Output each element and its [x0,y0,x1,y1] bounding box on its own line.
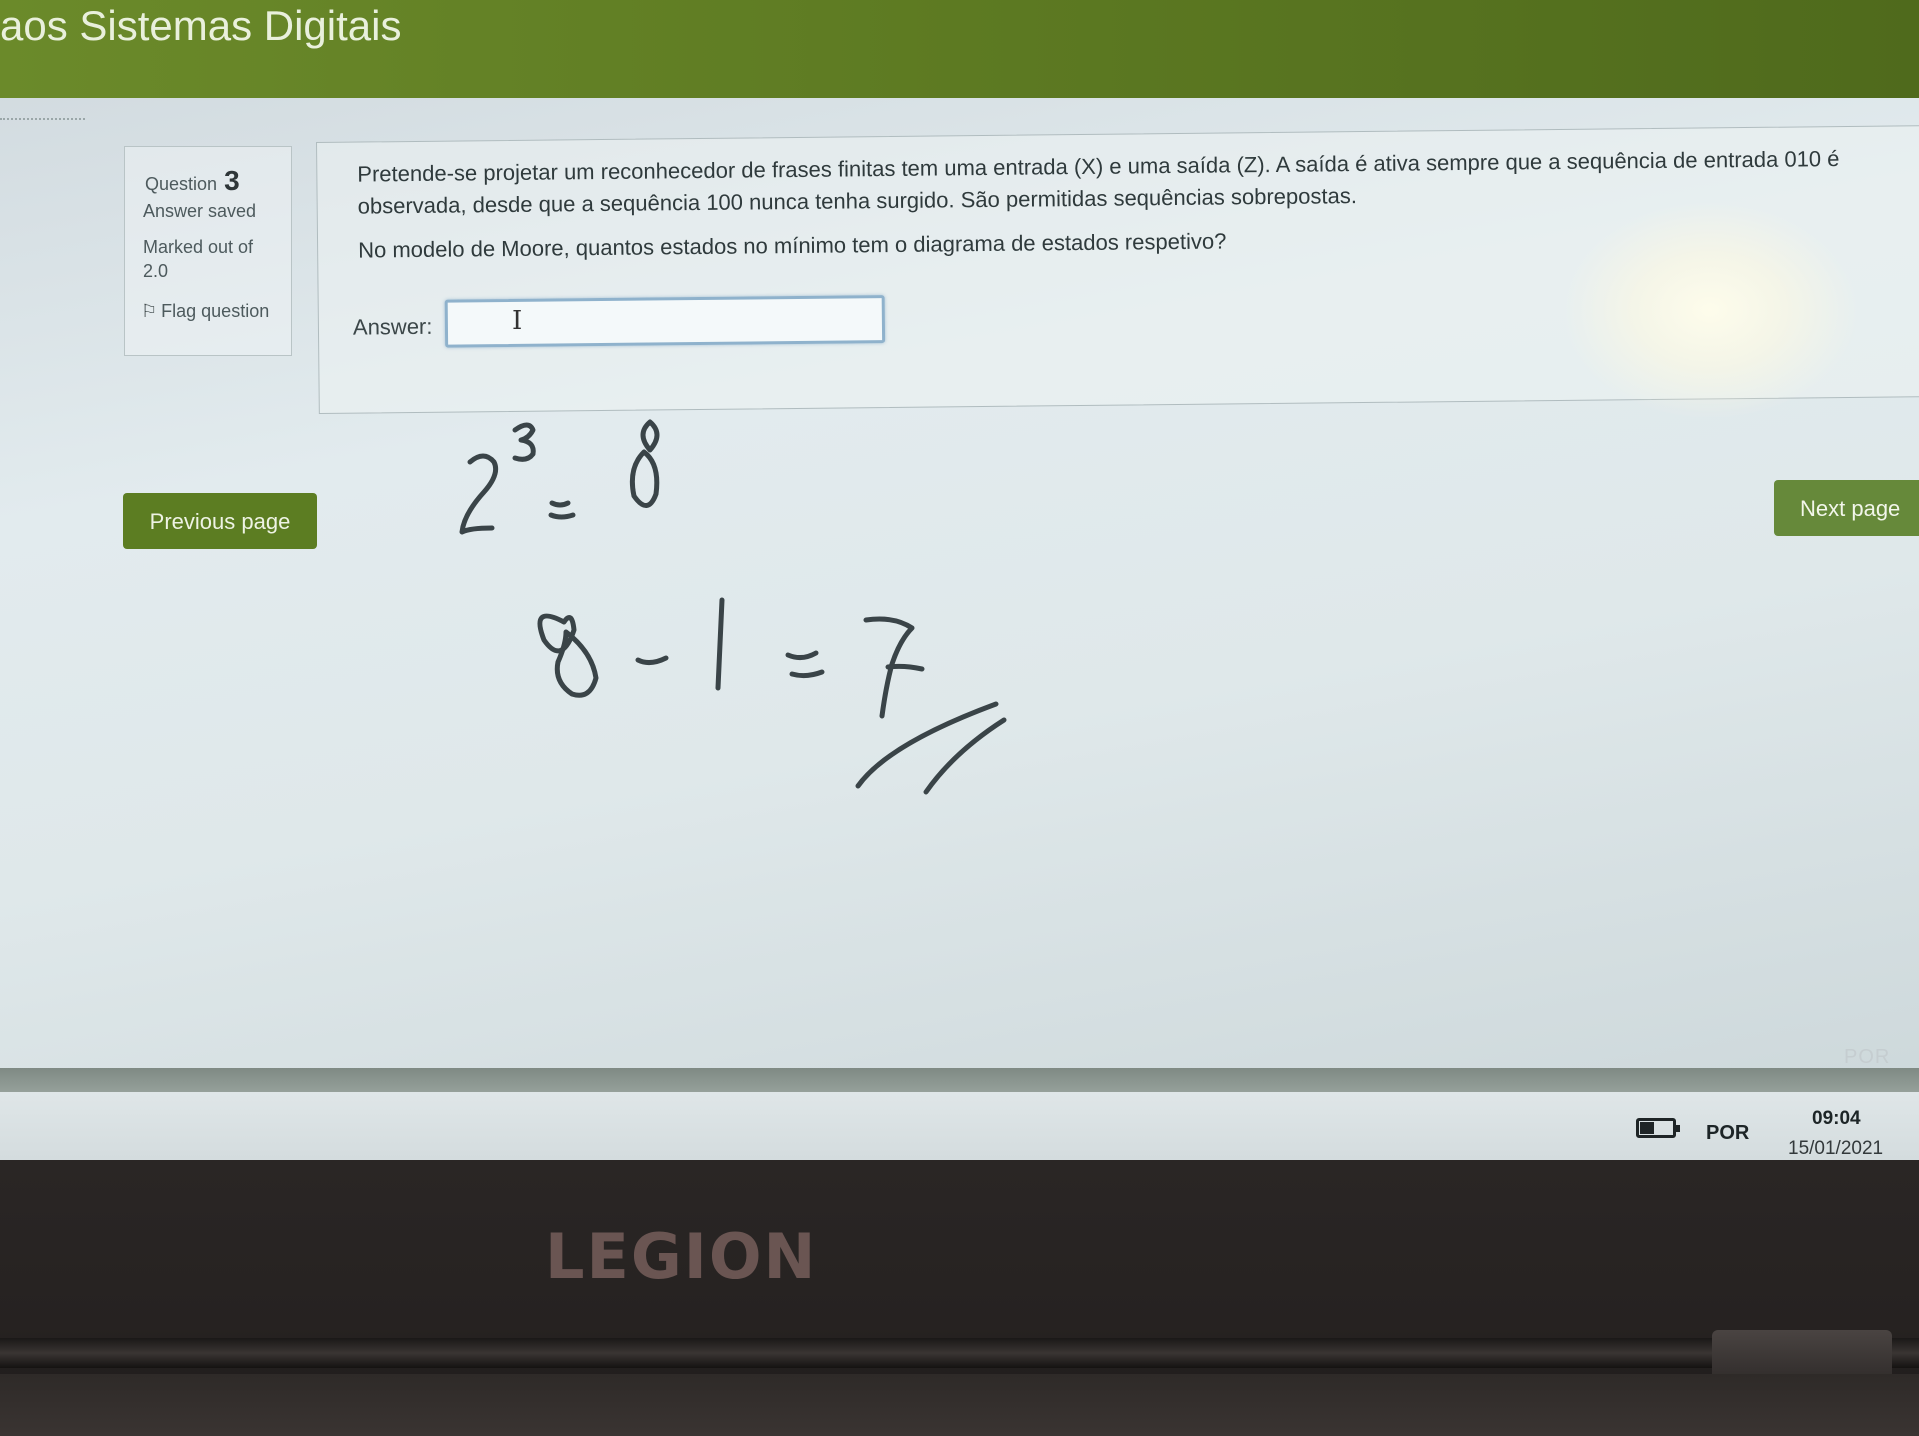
previous-page-button[interactable]: Previous page [123,493,317,549]
clock-date[interactable]: 15/01/2021 [1788,1138,1884,1159]
next-page-button[interactable]: Next page [1774,480,1919,536]
question-info-box [124,146,292,356]
answer-input[interactable] [445,295,885,348]
taskbar [0,1092,1919,1160]
header-bar [0,0,1919,98]
question-label-row [145,165,240,197]
language-indicator[interactable]: POR [1706,1122,1750,1144]
legion-logo: LEGION [545,1220,818,1293]
answer-label: Answer: [352,313,433,340]
laptop-hinge [0,1338,1919,1368]
question-paragraph-2: No modelo de Moore, quantos estados no mínimo tem o diagrama de estados respetivo? [358,228,1227,263]
course-title: aos Sistemas Digitais [0,2,402,49]
flag-question-label: Flag question [161,301,270,321]
laptop-bezel [0,1160,1919,1436]
flag-question-link[interactable] [141,299,281,323]
question-number: 3 [224,165,240,196]
battery-icon[interactable] [1636,1118,1676,1138]
faint-language-indicator: POR [1844,1046,1891,1068]
question-panel [316,125,1919,414]
text-cursor-icon: I [512,306,523,336]
taskbar-separator [0,1068,1919,1092]
clock-time[interactable]: 09:04 [1812,1108,1861,1129]
question-paragraph-1: Pretende-se projetar um reconhecedor de frases finitas tem uma entrada (X) e uma saída (Z). A saída é ativa sempre que a sequência de entrada 010 é observada, desde que a sequência 100 nunca tenha surgido. São permitidas sequências sobrepostas. [357,146,1840,219]
divider [0,118,85,120]
question-text [357,142,1918,278]
marked-out-of: Marked out of 2.0 [143,237,254,281]
flag-icon: ⚐ [141,301,158,321]
question-label: Question [145,174,218,194]
laptop-deck [0,1374,1919,1436]
answer-status: Answer saved [143,201,257,221]
